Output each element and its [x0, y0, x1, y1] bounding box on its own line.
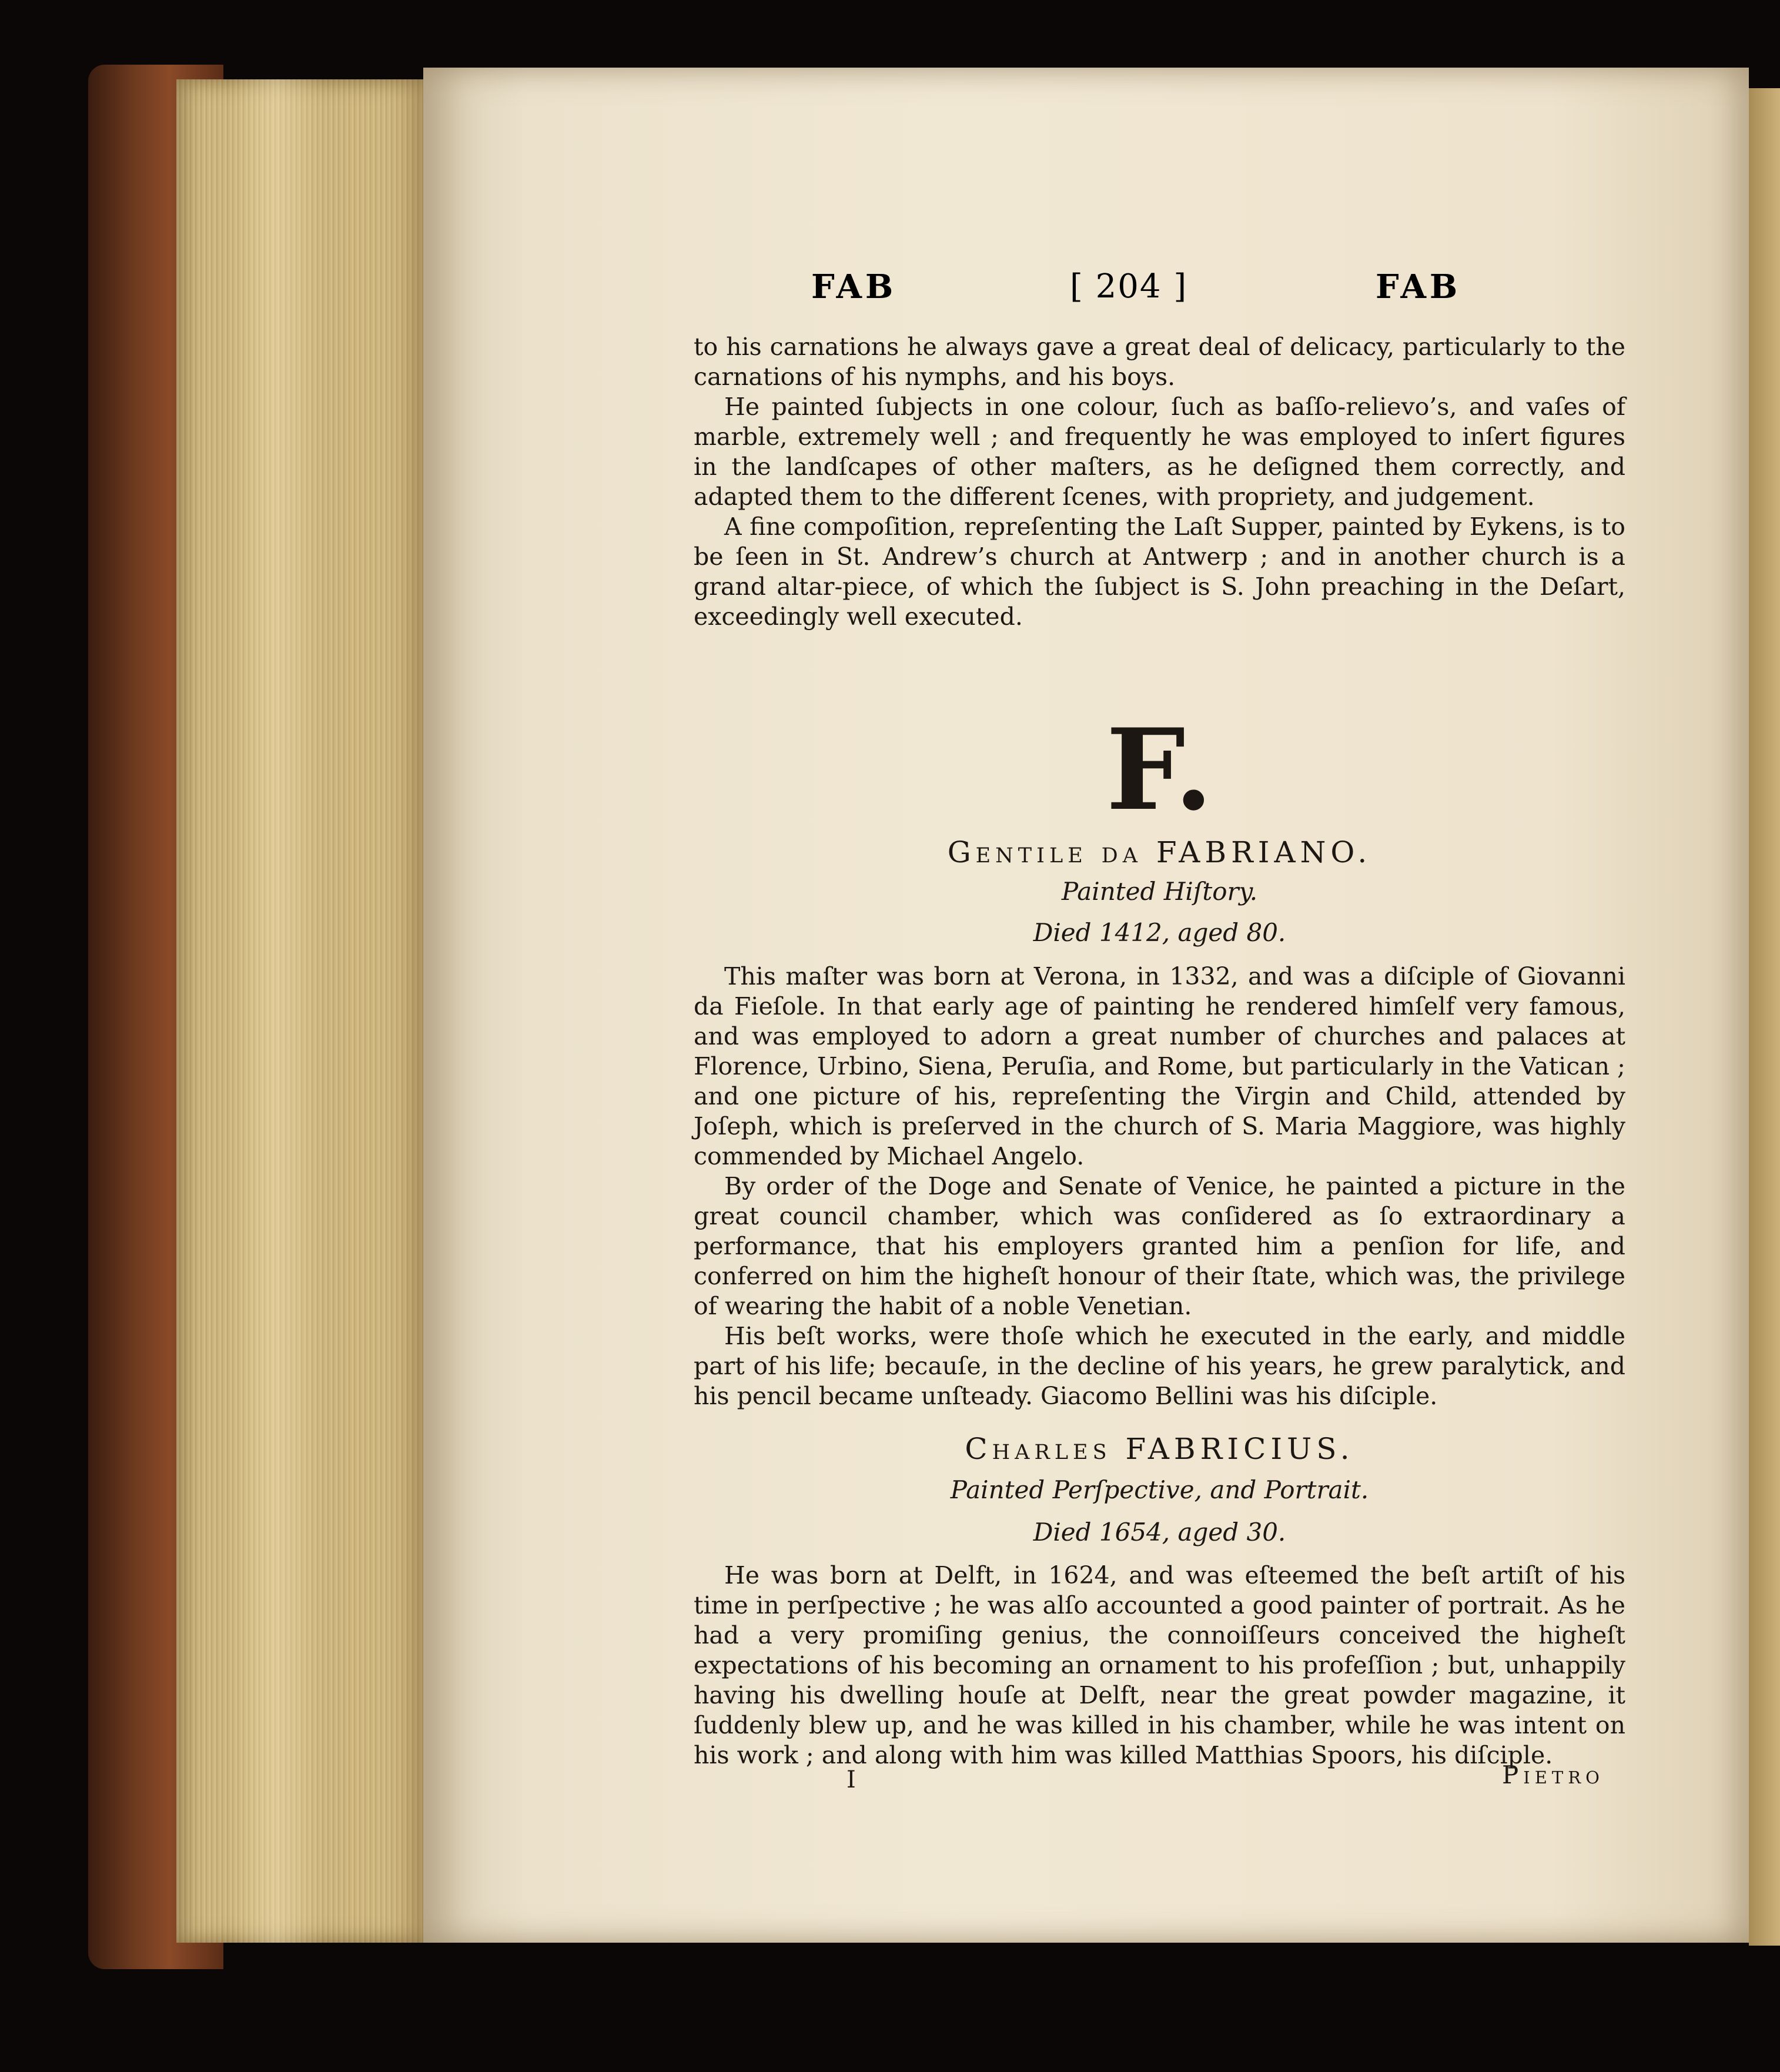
paragraph: He was born at Delft, in 1624, and was eſteemed the beſt artiſt of his time in perſpective ; he was alſo accounted a good painter of portrait. As he had a very promiſing genius, the connoiſſeurs conceived the higheſt expectations of his becoming an ornament to his profeſſion ; but, unhappily having his dwelling houſe at Delft, near the great powder magazine, it ſuddenly blew up, and he was killed in his chamber, while he was intent on his work ; and along with him was killed Matthias Spoors, his diſciple.	[694, 1561, 1625, 1769]
intro-text	[694, 332, 1625, 632]
entry-name: Charles FABRICIUS.	[965, 1432, 1354, 1466]
header-left: FAB	[811, 267, 897, 306]
page-stack-edge	[176, 79, 429, 1943]
page-number: [ 204 ]	[1070, 267, 1188, 306]
entry-subject: Painted Perſpective, and Portrait.	[950, 1475, 1369, 1504]
header-right: FAB	[1376, 267, 1461, 306]
entry-text	[694, 1561, 1625, 1770]
running-header	[811, 267, 1517, 320]
signature-mark: I	[846, 1766, 856, 1793]
facing-page-edge	[1749, 88, 1780, 1946]
paragraph: This maſter was born at Verona, in 1332, and was a diſciple of Giovanni da Fieſole. In that early age of painting he rendered himſelf very famous, and was employed to adorn a great number of churches and palaces at Florence, Urbino, Siena, Peruſia, and Rome, but particularly in the Vatican ; and one picture of his, repreſenting the Virgin and Child, attended by Joſeph, which is preſerved in the church of S. Maria Maggiore, was highly commended by Michael Angelo.	[694, 962, 1625, 1170]
entry-subject: Painted Hiſtory.	[1061, 877, 1258, 906]
paragraph: By order of the Doge and Senate of Venice, he painted a picture in the great council chamber, which was conſidered as ſo extraordinary a performance, that his employers granted him a penſion for life, and conferred on him the higheſt honour of their ſtate, which was, the privilege of wearing the habit of a noble Venetian.	[694, 1172, 1625, 1320]
entry-text	[694, 962, 1625, 1411]
entry-dates: Died 1412, aged 80.	[1033, 918, 1286, 947]
paragraph: to his carnations he always gave a great deal of delicacy, particularly to the carnations of his nymphs, and his boys.	[694, 333, 1625, 391]
section-letter: F.	[1106, 704, 1213, 835]
catchword: Pietro	[1502, 1760, 1604, 1789]
entry-dates: Died 1654, aged 30.	[1033, 1518, 1286, 1547]
paragraph: He painted ſubjects in one colour, ſuch as baſſo-relievo’s, and vaſes of marble, extremely well ; and frequently he was employed to inſert figures in the landſcapes of other maſters, as he deſigned them correctly, and adapted them to the different ſcenes, with propriety, and judgement.	[694, 393, 1625, 511]
entry-name: Gentile da FABRIANO.	[947, 835, 1372, 869]
paragraph: His beſt works, were thoſe which he executed in the early, and middle part of his life; becauſe, in the decline of his years, he grew paralytick, and his pencil became unſteady. Giacomo Bellini was his diſciple.	[694, 1322, 1625, 1410]
paragraph: A fine compoſition, repreſenting the Laſt Supper, painted by Eykens, is to be ſeen in St. Andrew’s church at Antwerp ; and in another church is a grand altar-piece, of which the ſubject is S. John preaching in the Deſart, exceedingly well executed.	[694, 513, 1625, 631]
